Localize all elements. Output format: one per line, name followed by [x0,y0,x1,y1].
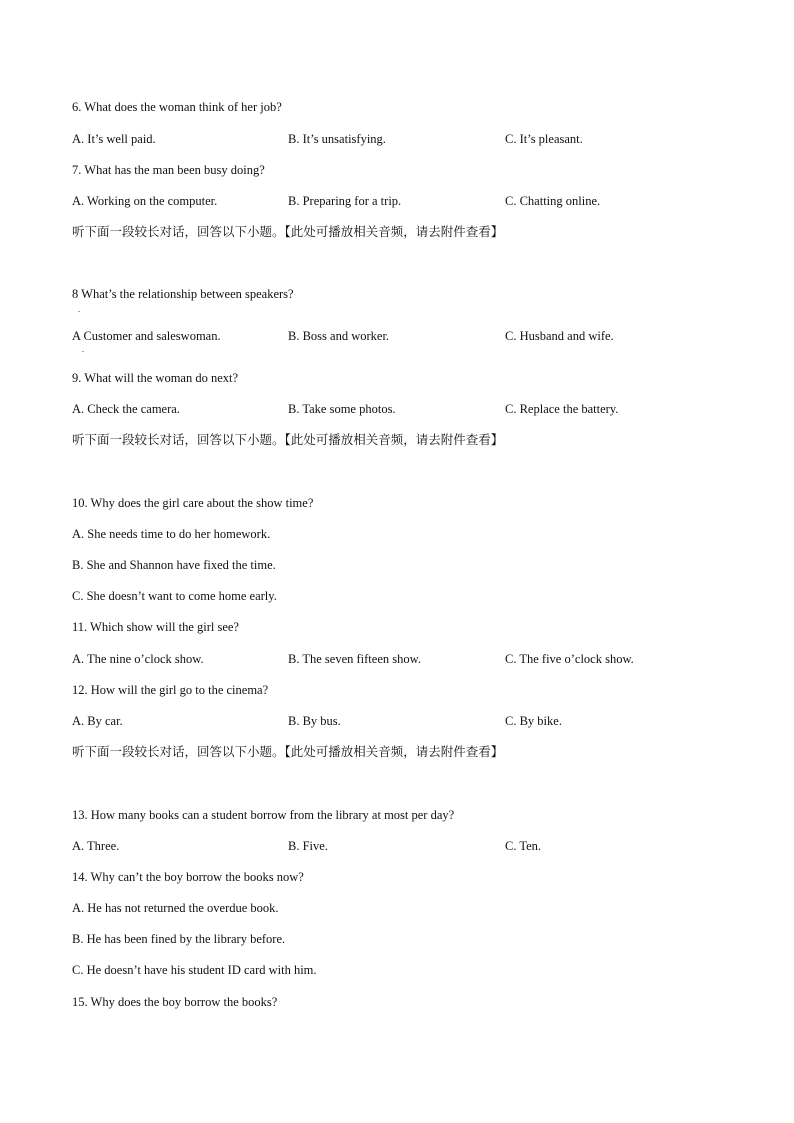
option-10a: A. She needs time to do her homework. [72,527,271,541]
audio-instruction: 听下面一段较长对话，回答以下小题。【此处可播放相关音频，请去附件查看】 [72,744,504,759]
option-9a: A. Check the camera. [72,402,180,416]
question-stem-8: 8 What’s the relationship between speakers? [72,287,294,301]
audio-instruction: 听下面一段较长对话，回答以下小题。【此处可播放相关音频，请去附件查看】 [72,224,504,239]
option-8b: B. Boss and worker. [288,329,390,343]
stray-mark: . [78,305,80,314]
option-10c: C. She doesn’t want to come home early. [72,589,277,603]
question-stem-6: 6. What does the woman think of her job? [72,100,282,114]
option-9b: B. Take some photos. [288,402,396,416]
question-stem-12: 12. How will the girl go to the cinema? [72,683,269,697]
option-13c: C. Ten. [505,839,542,853]
question-stem-10: 10. Why does the girl care about the show time? [72,496,314,510]
option-6b: B. It’s unsatisfying. [288,132,386,146]
option-6a: A. It’s well paid. [72,132,156,146]
option-14c: C. He doesn’t have his student ID card with him. [72,963,317,977]
option-14b: B. He has been fined by the library before. [72,932,286,946]
option-14a: A. He has not returned the overdue book. [72,901,279,915]
option-8c: C. Husband and wife. [505,329,614,343]
audio-instruction: 听下面一段较长对话，回答以下小题。【此处可播放相关音频，请去附件查看】 [72,432,504,447]
option-13a: A. Three. [72,839,120,853]
question-stem-15: 15. Why does the boy borrow the books? [72,995,278,1009]
question-stem-13: 13. How many books can a student borrow from the library at most per day? [72,808,455,822]
option-11b: B. The seven fifteen show. [288,652,421,666]
option-10b: B. She and Shannon have fixed the time. [72,558,276,572]
option-12a: A. By car. [72,714,123,728]
option-6c: C. It’s pleasant. [505,132,583,146]
question-stem-7: 7. What has the man been busy doing? [72,163,265,177]
option-11c: C. The five o’clock show. [505,652,634,666]
option-9c: C. Replace the battery. [505,402,619,416]
stray-mark: . [82,345,84,354]
option-7c: C. Chatting online. [505,194,601,208]
option-7a: A. Working on the computer. [72,194,218,208]
option-12c: C. By bike. [505,714,562,728]
question-stem-14: 14. Why can’t the boy borrow the books now? [72,870,304,884]
question-stem-9: 9. What will the woman do next? [72,371,239,385]
option-8a: A Customer and saleswoman. [72,329,221,343]
option-11a: A. The nine o’clock show. [72,652,204,666]
question-stem-11: 11. Which show will the girl see? [72,620,239,634]
option-13b: B. Five. [288,839,328,853]
option-7b: B. Preparing for a trip. [288,194,402,208]
option-12b: B. By bus. [288,714,341,728]
